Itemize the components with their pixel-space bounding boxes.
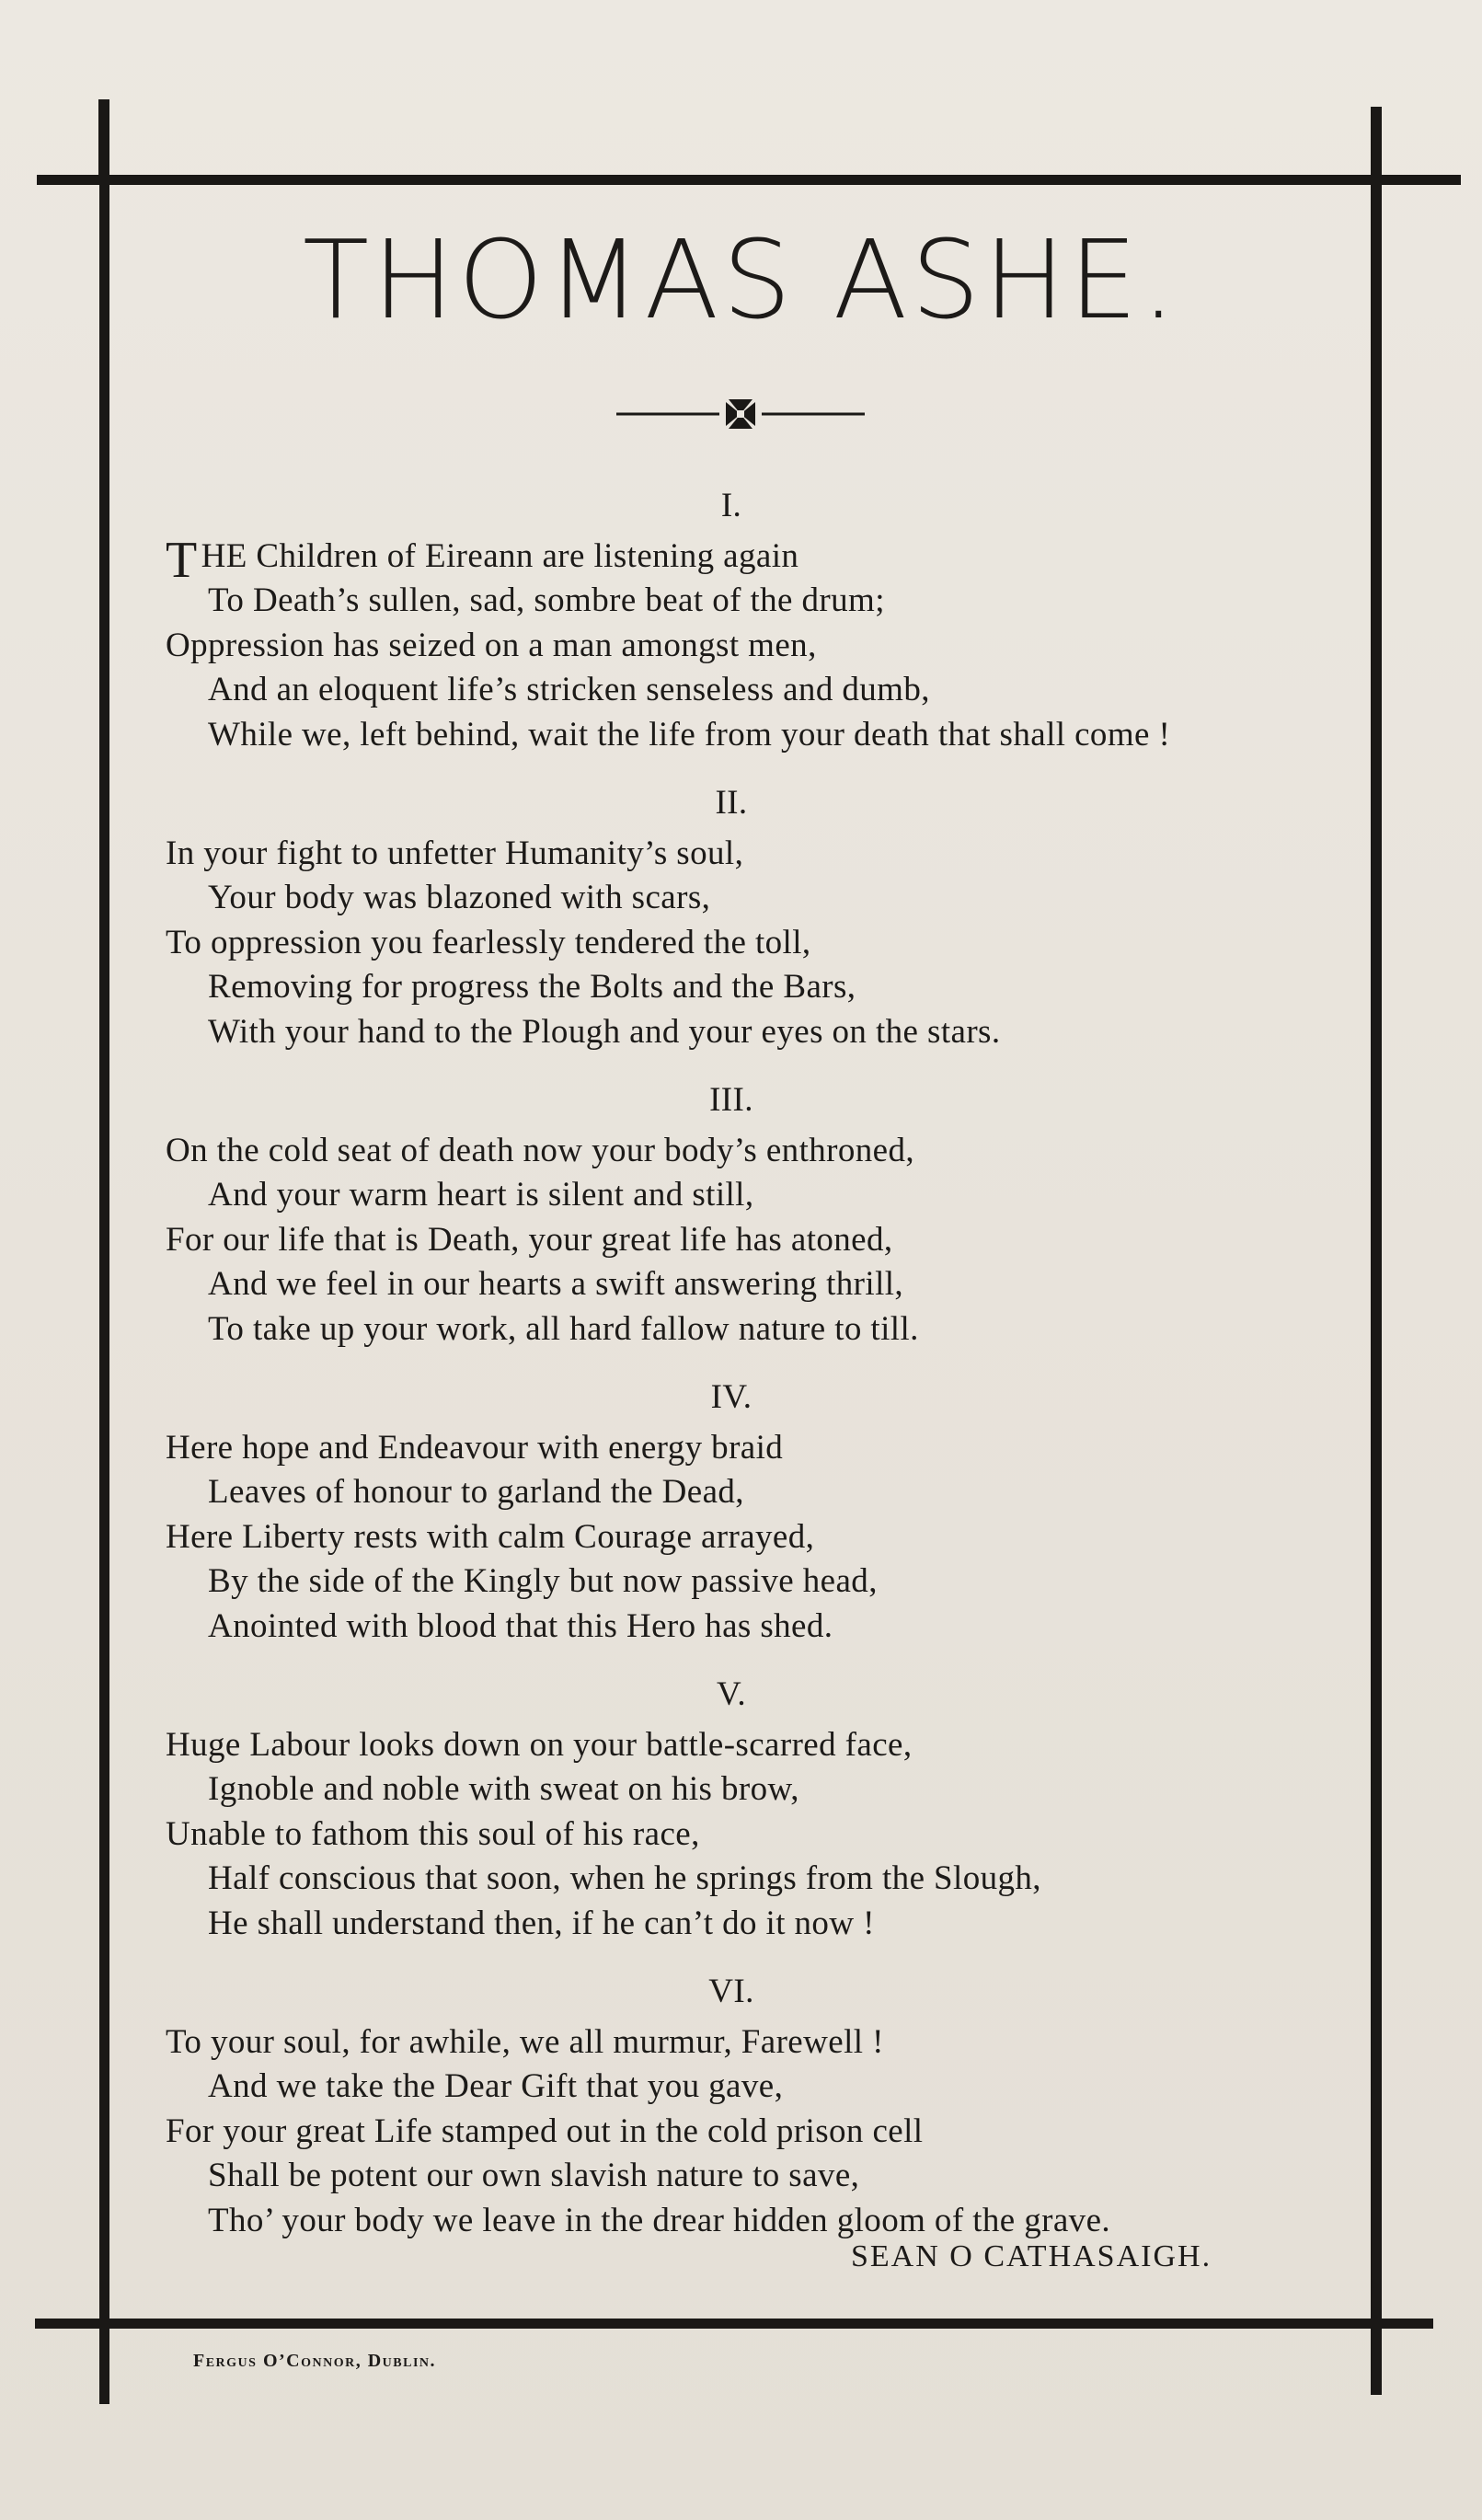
- stanza: [166, 1375, 1361, 1649]
- poem-line: While we, left behind, wait the life from your death that shall come !: [208, 715, 1171, 754]
- poem-line: And an eloquent life’s stricken senseless and dumb,: [208, 671, 930, 708]
- poem-line: In your fight to unfetter Humanity’s soul,: [166, 834, 744, 872]
- poem-line: Removing for progress the Bolts and the Bars,: [208, 968, 856, 1006]
- frame-bottom-rule: [35, 2319, 1433, 2329]
- stanza: [166, 1673, 1361, 1946]
- stanza-numeral: I.: [720, 487, 742, 524]
- poem-line: To Death’s sullen, sad, sombre beat of the drum;: [208, 581, 885, 619]
- poem-line: Your body was blazoned with scars,: [208, 879, 711, 916]
- stanza-numeral: II.: [715, 784, 748, 822]
- frame-top-rule: [37, 175, 1461, 185]
- poem-line: For our life that is Death, your great life has atoned,: [166, 1220, 893, 1259]
- poem-line: Leaves of honour to garland the Dead,: [208, 1473, 744, 1511]
- poem-line: Unable to fathom this soul of his race,: [166, 1814, 700, 1853]
- poem-line: He shall understand then, if he can’t do it now !: [208, 1904, 875, 1942]
- poem-line: THE Children of Eireann are listening again: [166, 531, 799, 589]
- cross-pattee-icon: [616, 396, 865, 432]
- drop-cap: T: [166, 531, 198, 589]
- poem-line: To oppression you fearlessly tendered the toll,: [166, 923, 811, 961]
- poem-line: Here hope and Endeavour with energy braid: [166, 1428, 784, 1467]
- poem-line: Anointed with blood that this Hero has shed.: [208, 1606, 833, 1645]
- stanza-numeral: V.: [716, 1675, 746, 1713]
- poem-line: Tho’ your body we leave in the drear hidden gloom of the grave.: [208, 2201, 1111, 2239]
- stanza: [166, 1970, 1361, 2243]
- poem-line: For your great Life stamped out in the cold prison cell: [166, 2112, 924, 2150]
- poem-line: On the cold seat of death now your body’s enthroned,: [166, 1131, 915, 1169]
- poem-line: Shall be potent our own slavish nature to save,: [208, 2157, 860, 2194]
- poem-line: Here Liberty rests with calm Courage arrayed,: [166, 1517, 815, 1556]
- poem-line: With your hand to the Plough and your eyes on the stars.: [208, 1012, 1001, 1051]
- frame-left-rule: [99, 99, 109, 2404]
- poem-body: [166, 460, 1361, 2243]
- poem-line: Half conscious that soon, when he springs from the Slough,: [208, 1859, 1041, 1897]
- poem-line: And your warm heart is silent and still,: [208, 1176, 754, 1214]
- poem-line: Oppression has seized on a man amongst men,: [166, 626, 817, 664]
- printer-imprint: Fergus O’Connor, Dublin.: [193, 2351, 437, 2371]
- poem-line: And we feel in our hearts a swift answering thrill,: [208, 1265, 904, 1303]
- frame-right-rule: [1371, 107, 1382, 2395]
- poem-line: By the side of the Kingly but now passive head,: [208, 1562, 878, 1600]
- stanza-numeral: IV.: [710, 1378, 752, 1416]
- stanza-numeral: VI.: [708, 1973, 754, 2010]
- stanza: [166, 484, 1361, 757]
- poem-line: Huge Labour looks down on your battle-scarred face,: [166, 1725, 913, 1764]
- poem-line: To your soul, for awhile, we all murmur, Farewell !: [166, 2022, 884, 2061]
- stanza: [166, 781, 1361, 1054]
- poem-line: To take up your work, all hard fallow nature to till.: [208, 1309, 919, 1348]
- poem-line: And we take the Dear Gift that you gave,: [208, 2067, 784, 2105]
- stanza-numeral: III.: [709, 1081, 753, 1119]
- poem-title: THOMAS ASHE.: [302, 216, 1180, 343]
- stanza: [166, 1078, 1361, 1352]
- poem-line: Ignoble and noble with sweat on his brow,: [208, 1770, 799, 1808]
- author-signature: SEAN O CATHASAIGH.: [851, 2239, 1212, 2273]
